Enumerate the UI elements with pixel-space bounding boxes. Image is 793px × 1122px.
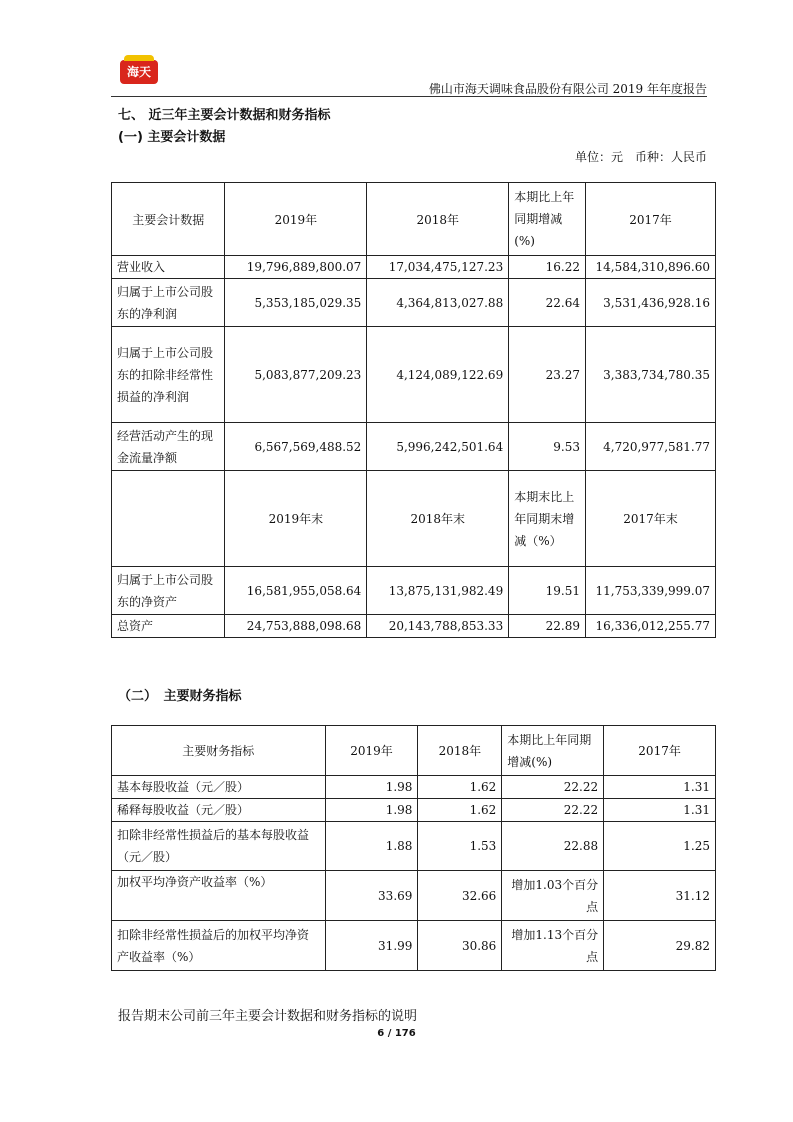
table-row	[112, 327, 716, 423]
cell-value: 3,531,436,928.16	[586, 279, 716, 327]
row-label: 归属于上市公司股东的扣除非经常性损益的净利润	[112, 327, 225, 423]
header-cell	[112, 471, 225, 567]
row-label: 营业收入	[112, 256, 225, 279]
header-cell: 2017年	[604, 726, 716, 776]
cell-value: 23.27	[509, 327, 586, 423]
table-row	[112, 799, 716, 822]
table-row	[112, 776, 716, 799]
header-cell: 主要财务指标	[112, 726, 326, 776]
cell-value: 1.62	[418, 799, 502, 822]
explanation-note: 报告期末公司前三年主要会计数据和财务指标的说明	[118, 1009, 418, 1024]
table-row	[112, 871, 716, 921]
cell-value: 4,124,089,122.69	[367, 327, 509, 423]
header-cell: 主要会计数据	[112, 183, 225, 256]
cell-value: 30.86	[418, 921, 502, 971]
cell-value: 29.82	[604, 921, 716, 971]
cell-value: 1.31	[604, 799, 716, 822]
cell-value: 1.98	[325, 776, 418, 799]
cell-value: 22.22	[502, 799, 604, 822]
cell-value: 3,383,734,780.35	[586, 327, 716, 423]
cell-value: 20,143,788,853.33	[367, 615, 509, 638]
cell-value: 1.25	[604, 822, 716, 871]
subsection-title-financial-indicators: （二） 主要财务指标	[118, 689, 242, 704]
cell-value: 增加1.13个百分点	[502, 921, 604, 971]
table-row	[112, 423, 716, 471]
cell-value: 16,581,955,058.64	[225, 567, 367, 615]
table-row	[112, 279, 716, 327]
section-title: 七、 近三年主要会计数据和财务指标	[118, 108, 331, 123]
row-label: 基本每股收益（元／股）	[112, 776, 326, 799]
header-divider	[111, 96, 707, 97]
header-cell: 2017年末	[586, 471, 716, 567]
row-label: 扣除非经常性损益后的加权平均净资产收益率（%）	[112, 921, 326, 971]
cell-value: 17,034,475,127.23	[367, 256, 509, 279]
header-cell: 本期比上年同期增减(%)	[502, 726, 604, 776]
row-label: 稀释每股收益（元／股）	[112, 799, 326, 822]
cell-value: 19.51	[509, 567, 586, 615]
cell-value: 1.62	[418, 776, 502, 799]
company-logo: 海天	[120, 60, 158, 84]
table-row	[112, 615, 716, 638]
row-label: 加权平均净资产收益率（%）	[112, 871, 326, 921]
cell-value: 22.64	[509, 279, 586, 327]
cell-value: 6,567,569,488.52	[225, 423, 367, 471]
table-header-row	[112, 183, 716, 256]
cell-value: 33.69	[325, 871, 418, 921]
cell-value: 22.88	[502, 822, 604, 871]
cell-value: 11,753,339,999.07	[586, 567, 716, 615]
cell-value: 24,753,888,098.68	[225, 615, 367, 638]
table-row	[112, 256, 716, 279]
header-cell: 本期末比上年同期末增减（%）	[509, 471, 586, 567]
subsection-title-accounting-data: (一) 主要会计数据	[118, 130, 226, 145]
cell-value: 31.12	[604, 871, 716, 921]
cell-value: 5,083,877,209.23	[225, 327, 367, 423]
cell-value: 5,353,185,029.35	[225, 279, 367, 327]
financial-indicators-table	[111, 725, 716, 971]
header-cell: 2017年	[586, 183, 716, 256]
header-cell: 2019年	[225, 183, 367, 256]
header-cell: 2019年末	[225, 471, 367, 567]
accounting-data-table	[111, 182, 716, 638]
cell-value: 1.98	[325, 799, 418, 822]
row-label: 经营活动产生的现金流量净额	[112, 423, 225, 471]
table-subheader-row	[112, 471, 716, 567]
header-cell: 2018年	[418, 726, 502, 776]
cell-value: 22.89	[509, 615, 586, 638]
cell-value: 4,720,977,581.77	[586, 423, 716, 471]
cell-value: 5,996,242,501.64	[367, 423, 509, 471]
header-cell: 本期比上年同期增减(%)	[509, 183, 586, 256]
cell-value: 16,336,012,255.77	[586, 615, 716, 638]
cell-value: 1.53	[418, 822, 502, 871]
cell-value: 1.31	[604, 776, 716, 799]
header-cell: 2018年	[367, 183, 509, 256]
cell-value: 4,364,813,027.88	[367, 279, 509, 327]
cell-value: 13,875,131,982.49	[367, 567, 509, 615]
table-row	[112, 822, 716, 871]
cell-value: 22.22	[502, 776, 604, 799]
cell-value: 31.99	[325, 921, 418, 971]
row-label: 总资产	[112, 615, 225, 638]
table-row	[112, 567, 716, 615]
table-header-row	[112, 726, 716, 776]
cell-value: 32.66	[418, 871, 502, 921]
row-label: 扣除非经常性损益后的基本每股收益（元／股）	[112, 822, 326, 871]
report-header-title: 佛山市海天调味食品股份有限公司 2019 年年度报告	[428, 82, 707, 96]
row-label: 归属于上市公司股东的净利润	[112, 279, 225, 327]
row-label: 归属于上市公司股东的净资产	[112, 567, 225, 615]
unit-currency-label: 单位：元 币种：人民币	[574, 150, 707, 164]
cell-value: 16.22	[509, 256, 586, 279]
header-cell: 2019年	[325, 726, 418, 776]
cell-value: 1.88	[325, 822, 418, 871]
page-number: 6 / 176	[377, 1028, 416, 1039]
cell-value: 14,584,310,896.60	[586, 256, 716, 279]
cell-value: 增加1.03个百分点	[502, 871, 604, 921]
cell-value: 9.53	[509, 423, 586, 471]
table-row	[112, 921, 716, 971]
cell-value: 19,796,889,800.07	[225, 256, 367, 279]
header-cell: 2018年末	[367, 471, 509, 567]
